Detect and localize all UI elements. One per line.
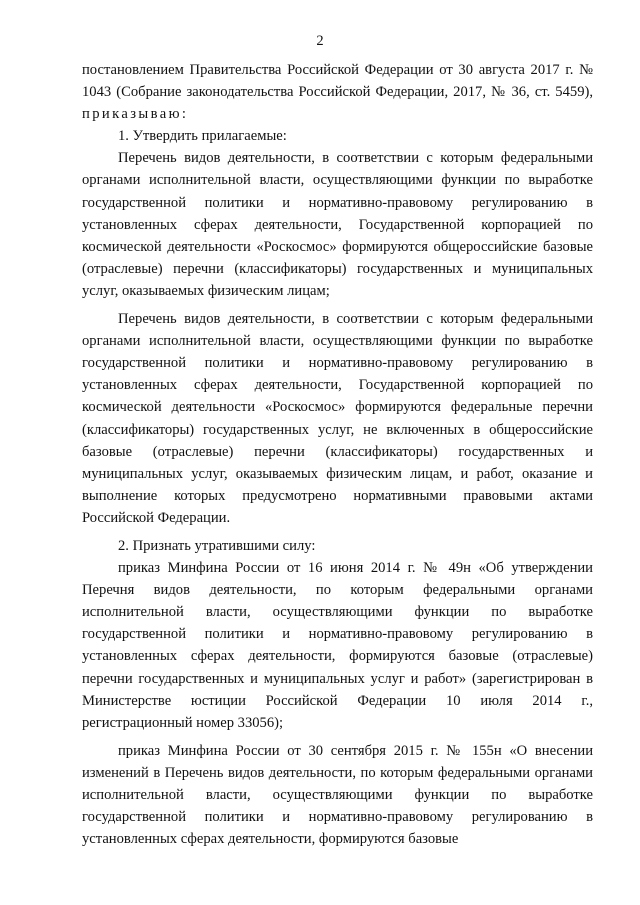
page-number: 2 [316,33,324,49]
order-word: приказываю [82,106,182,123]
paragraph-text: постановлением Правительства Российской Федерации от 30 августа 2017 г. № 1043 (Собрание законодательства Российской Федерации, 2017, № 36, ст. 5459), [82,62,593,101]
list-item-perechen-1: Перечень видов деятельности, в соответствии с которым федеральными органами исполнительной власти, осуществляющими функции по выработке государственной политики и нормативно-правовому регулированию в установленных сферах деятельности, Государственной корпорацией по космической деятельности «Роскосмос» формируются общероссийские базовые (отраслевые) перечни (классификаторы) государственных и муниципальных услуг, оказываемых физическим лицам; [82,150,593,299]
clause-2-heading: 2. Признать утратившими силу: [118,537,316,554]
order-word-colon: : [181,106,186,123]
list-item-perechen-2: Перечень видов деятельности, в соответствии с которым федеральными органами исполнительной власти, осуществляющими функции по выработке государственной политики и нормативно-правовому регулированию в установленных сферах деятельности, Государственной корпорацией по космической деятельности «Роскосмос» формируются федеральные перечни (классификаторы) государственных услуг, не включенных в общероссийские базовые (отраслевые) перечни (классификаторы) государственных и муниципальных услуг, оказываемых физическим лицам, и работ, оказание и выполнение которых предусмотрено нормативными правовыми актами Российской Федерации. [82,311,593,526]
clause-1-heading: 1. Утвердить прилагаемые: [118,128,287,145]
document-body [82,59,593,850]
paragraph-continuation [82,59,593,125]
repealed-order-155n: приказ Минфина России от 30 сентября 2015 г. № 155н «О внесении изменений в Перечень видов деятельности, по которым федеральными органами исполнительной власти, осуществляющими функции по выработке государственной политики и нормативно-правовому регулированию в установленных сферах деятельности, формируются базовые [82,742,593,848]
repealed-order-49n: приказ Минфина России от 16 июня 2014 г. № 49н «Об утверждении Перечня видов деятельности, по которым федеральными органами исполнительной власти, осуществляющими функции по выработке государственной политики и нормативно-правовому регулированию в установленных сферах деятельности, формируются базовые (отраслевые) перечни государственных и муниципальных услуг и работ» (зарегистрирован в Министерстве юстиции Российской Федерации 10 июля 2014 г., регистрационный номер 33056); [82,560,593,731]
